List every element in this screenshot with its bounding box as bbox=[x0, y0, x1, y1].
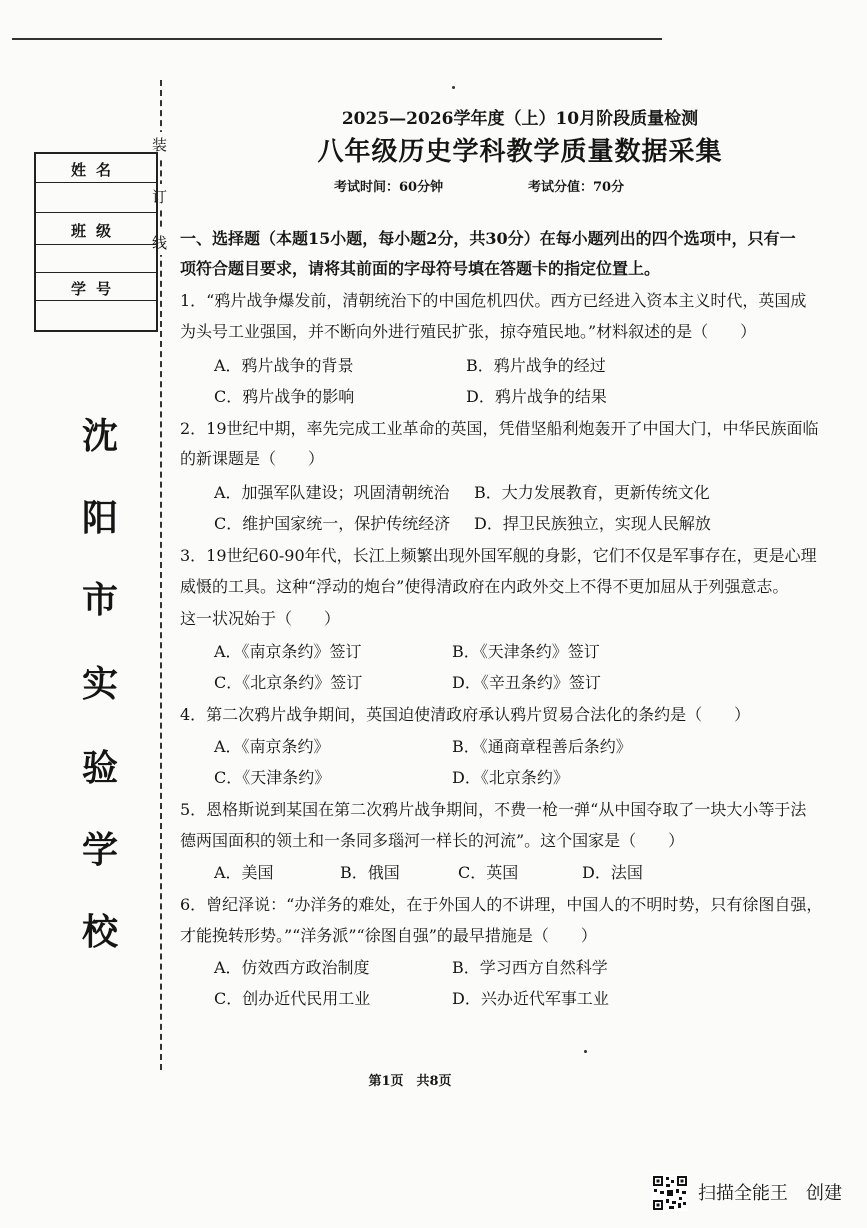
school-name-char: 学 bbox=[81, 829, 118, 871]
question-3-stem: 威慑的工具。这种“浮动的炮台”使得清政府在内政外交上不得不更加屈从于列强意志。 bbox=[180, 577, 789, 596]
main-title: 八年级历史学科教学质量数据采集 bbox=[317, 137, 723, 167]
question-4-option-d[interactable]: D．《北京条约》 bbox=[452, 768, 569, 787]
question-6-stem: 6．曾纪泽说：“办洋务的难处，在于外国人的不讲理，中国人的不明时势，只有徐图自强， bbox=[180, 895, 823, 914]
question-4-option-a[interactable]: A．《南京条约》 bbox=[214, 737, 330, 756]
question-5-stem: 德两国面积的领土和一条同多瑙河一样长的河流”。这个国家是（ ） bbox=[180, 831, 685, 850]
question-4-option-b[interactable]: B．《通商章程善后条约》 bbox=[452, 737, 632, 756]
school-name-char: 阳 bbox=[81, 497, 118, 539]
question-6-option-a[interactable]: A．仿效西方政治制度 bbox=[214, 958, 370, 977]
question-1-stem: 1．“鸦片战争爆发前，清朝统治下的中国危机四伏。西方已经进入资本主义时代，英国成 bbox=[180, 291, 807, 310]
question-5-stem: 5．恩格斯说到某国在第二次鸦片战争期间，不费一枪一弹“从中国夺取了一块大小等于法 bbox=[180, 800, 807, 819]
question-1-stem: 为头号工业强国，并不断向外进行殖民扩张，掠夺殖民地。”材料叙述的是（ ） bbox=[180, 322, 757, 341]
question-2-option-d[interactable]: D．捍卫民族独立，实现人民解放 bbox=[474, 514, 711, 533]
school-name-char: 实 bbox=[81, 663, 118, 705]
question-3-option-d[interactable]: D．《辛丑条约》签订 bbox=[452, 673, 601, 692]
section-heading: 一、选择题（本题15小题，每小题2分，共30分）在每小题列出的四个选项中，只有一 bbox=[180, 229, 796, 248]
fold-label: 装 bbox=[152, 132, 167, 157]
question-4-option-c[interactable]: C．《天津条约》 bbox=[214, 768, 331, 787]
student-id-label: 学号 bbox=[70, 280, 121, 298]
question-1-option-c[interactable]: C．鸦片战争的影响 bbox=[214, 387, 355, 406]
name-field[interactable] bbox=[36, 212, 156, 213]
top-rule bbox=[12, 38, 662, 40]
question-1-option-d[interactable]: D．鸦片战争的结果 bbox=[466, 387, 607, 406]
divider bbox=[36, 182, 156, 183]
school-name-char: 市 bbox=[81, 579, 118, 621]
question-3-stem: 这一状况始于（ ） bbox=[180, 609, 341, 628]
question-2-option-b[interactable]: B．大力发展教育，更新传统文化 bbox=[474, 483, 710, 502]
question-4-stem: 4．第二次鸦片战争期间，英国迫使清政府承认鸦片贸易合法化的条约是（ ） bbox=[180, 705, 751, 724]
question-6-option-b[interactable]: B．学习西方自然科学 bbox=[452, 958, 608, 977]
question-5-option-a[interactable]: A．美国 bbox=[214, 863, 274, 882]
question-3-option-b[interactable]: B．《天津条约》签订 bbox=[452, 642, 600, 661]
scan-speck bbox=[452, 86, 455, 89]
school-name-char: 沈 bbox=[81, 415, 118, 457]
class-field[interactable] bbox=[36, 272, 156, 273]
question-5-option-c[interactable]: C．英国 bbox=[458, 863, 519, 882]
binding-fold-line bbox=[160, 80, 162, 1070]
school-name-char: 验 bbox=[81, 747, 118, 789]
class-label: 班级 bbox=[70, 222, 121, 240]
student-id-field[interactable] bbox=[36, 300, 156, 301]
question-6-option-d[interactable]: D．兴办近代军事工业 bbox=[452, 989, 609, 1008]
section-heading: 项符合题目要求，请将其前面的字母符号填在答题卡的指定位置上。 bbox=[180, 259, 661, 278]
exam-score: 考试分值：70分 bbox=[528, 180, 625, 195]
student-info-box bbox=[34, 152, 158, 332]
school-name-char: 校 bbox=[81, 911, 118, 953]
question-2-stem: 2．19世纪中期，率先完成工业革命的英国，凭借坚船利炮轰开了中国大门，中华民族面临 bbox=[180, 419, 819, 438]
question-2-stem: 的新课题是（ ） bbox=[180, 449, 325, 468]
question-1-option-b[interactable]: B．鸦片战争的经过 bbox=[466, 356, 606, 375]
exam-time: 考试时间：60分钟 bbox=[334, 180, 444, 195]
name-label: 姓名 bbox=[70, 161, 121, 179]
fold-label: 线 bbox=[152, 230, 167, 255]
page-number: 第1页 共8页 bbox=[368, 1074, 452, 1089]
question-3-option-c[interactable]: C．《北京条约》签订 bbox=[214, 673, 363, 692]
question-5-option-b[interactable]: B．俄国 bbox=[340, 863, 400, 882]
question-3-stem: 3．19世纪60-90年代，长江上频繁出现外国军舰的身影，它们不仅是军事存在，更是心理 bbox=[180, 546, 817, 565]
qr-code-icon bbox=[652, 1175, 688, 1211]
question-5-option-d[interactable]: D．法国 bbox=[582, 863, 643, 882]
question-2-option-c[interactable]: C．维护国家统一，保护传统经济 bbox=[214, 514, 451, 533]
question-6-stem: 才能挽转形势。”“洋务派”“徐图自强”的最早措施是（ ） bbox=[180, 926, 597, 945]
exam-title: 2025—2026学年度（上）10月阶段质量检测 bbox=[341, 109, 699, 129]
scan-speck bbox=[584, 1050, 587, 1053]
fold-label: 订 bbox=[152, 184, 167, 209]
question-6-option-c[interactable]: C．创办近代民用工业 bbox=[214, 989, 371, 1008]
question-2-option-a[interactable]: A．加强军队建设；巩固清朝统治 bbox=[214, 483, 450, 502]
question-1-option-a[interactable]: A．鸦片战争的背景 bbox=[214, 356, 354, 375]
scanner-watermark: 扫描全能王 创建 bbox=[698, 1183, 842, 1204]
divider bbox=[36, 244, 156, 245]
question-3-option-a[interactable]: A．《南京条约》签订 bbox=[214, 642, 362, 661]
